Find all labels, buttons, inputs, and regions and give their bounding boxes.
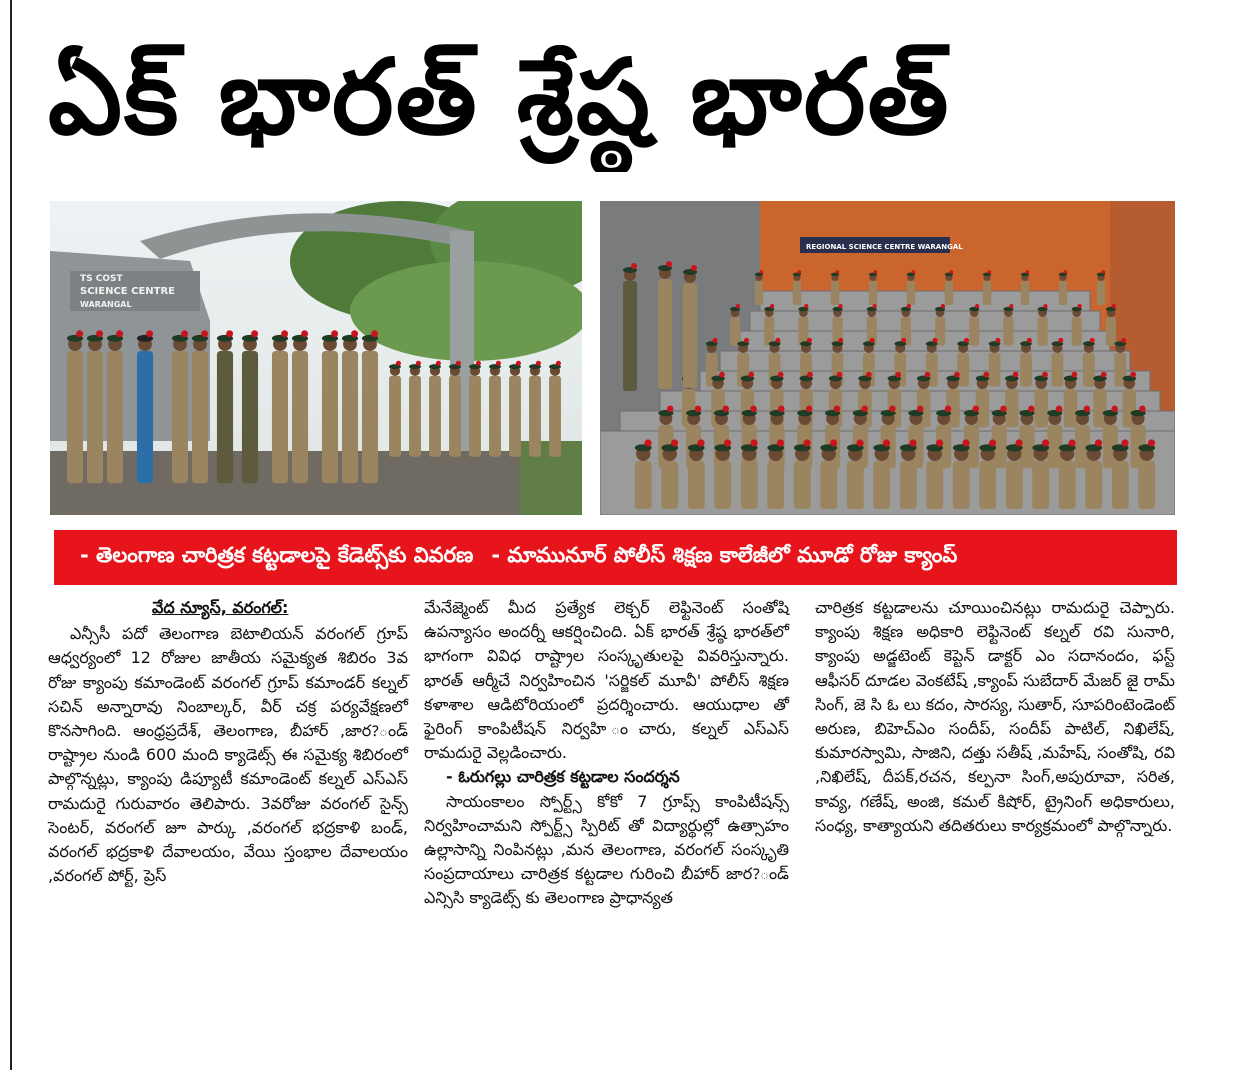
banner-item-1: - తెలంగాణ చారిత్రక కట్టడాలపై కేడెట్స్‌కు వివరణ [80,542,474,567]
cadet-figure [1047,406,1062,469]
cadet-figure [623,263,637,391]
cadet-figure [953,439,970,509]
cadet-figure [979,439,996,509]
banner-item-2: - మామునూర్ పోలీస్ శిక్షణ కాలేజీలో మూడో రోజు క్యాంప్ [491,542,958,567]
cadet-figure [362,330,378,483]
column-2-text: మేనేజ్మెంట్ మీద ప్రత్యేక లెక్చర్ లెఫ్టినెంట్ సంతోషి ఉపన్యాసం అందర్నీ ఆకర్షించింది. ఏక్ భారత్ శ్రేష్ఠ భారత్‌లో భాగంగా వివిధ రాష్ట్రాల సంస్కృతులపై వివరిస్తున్నారు. భారత్ ఆర్మీచే నిర్వహించిన 'సర్జికల్ మూవీ' పోలీస్ శిక్షణ కళాశాల ఆడిటోరియంలో ప్రదర్శించారు. ఆయుధాల తో ఫైరింగ్ కాంపిటీషన్ నిర్వహి ంచారు, కల్నల్ ఎస్ఎస్ రామదురై వెల్లడించారు. [424,598,789,763]
cadet-figure [1005,372,1018,428]
article-column-1 [48,596,408,888]
cadet-figure [1059,439,1076,509]
building-sign: REGIONAL SCIENCE CENTRE WARANGAL [806,243,963,251]
cadet-figure [945,270,953,305]
subheading-banner [54,530,1177,585]
cadet-figure [292,330,308,483]
cadet-figure [67,330,83,483]
cadet-figure [764,304,774,346]
cadet-figure [1097,270,1105,305]
headline: ఏక్ భారత్ శ్రేష్ఠ భారత్ [48,36,951,158]
cadet-figure [1075,406,1090,469]
cadet-figure [1003,304,1013,346]
article-column-3 [815,596,1175,838]
cadet-figure [1021,270,1029,305]
cadet-figure [714,439,731,509]
gate-sign-line3: WARANGAL [80,300,132,309]
page-border-rule [10,0,12,1070]
cadet-figure [741,439,758,509]
cadet-figure [1034,372,1047,428]
cadet-figure [755,270,763,305]
gate-sign-line1: TS COST [80,274,123,284]
cadet-figure [1020,338,1032,387]
cadet-figure [1006,439,1023,509]
byline: వేద న్యూస్, వరంగల్: [152,598,289,617]
cadet-figure [1112,439,1129,509]
cadet-figure [847,439,864,509]
cadet-figure [172,330,188,483]
column-1-text: ఎన్సీసీ పదో తెలంగాణ బెటాలియన్ వరంగల్ గ్రూప్ ఆధ్వర్యంలో 12 రోజుల జాతీయ సమైక్యత శిబిరం 3వ రోజు క్యాంపు కమాండెంట్ వరంగల్ గ్రూప్ కమాండర్ కల్నల్ సచిన్ అన్నారావు నింబాల్కర్, వీర్ చక్ర పర్యవేక్షణలో కొనసాగింది. ఆంధ్రప్రదేశ్, తెలంగాణ, బీహార్ ,జార?ండ్ రాష్ట్రాల నుండి 600 మంది క్యాడెట్స్ ఈ సమైక్య శిబిరంలో పాల్గొన్నట్లు, క్యాంపు డిప్యూటీ కమాండెంట్ కల్నల్ ఎస్ఎస్ రామదురై గురువారం తెలిపారు. 3వరోజు వరంగల్ సైన్స్ సెంటర్, వరంగల్ జూ పార్కు ,వరంగల్ భద్రకాళి బండ్, వరంగల్ భద్రకాళి దేవాలయం, వేయి స్తంభాల దేవాలయం ,వరంగల్ పోర్ట్, ప్రెస్ [48,624,408,886]
cadet-figure [635,439,652,509]
column-2-subheading: - ఓరుగల్లు చారిత్రక కట్టడాల సందర్శన [446,767,680,787]
cadet-figure [87,330,103,483]
cadet-figure [1038,304,1048,346]
cadet-figure [730,304,740,346]
cadet-figure [1064,372,1077,428]
cadet-figure [900,439,917,509]
cadet-figure [869,270,877,305]
cadet-figure [661,439,678,509]
gate-sign-line2: SCIENCE CENTRE [80,286,176,297]
cadet-figure [272,330,288,483]
cadet-figure [820,439,837,509]
cadet-figure [1052,338,1064,387]
cadet-figure [1106,304,1116,346]
cadet-figure [342,330,358,483]
cadet-figure [1019,406,1034,469]
cadet-figure [683,265,697,388]
cadet-figure [1138,439,1155,509]
cadet-figure [873,439,890,509]
article-column-2 [424,596,789,911]
cadet-figure [322,330,338,483]
cadet-figure [217,330,233,483]
cadet-figure [907,270,915,305]
cadet-figure [992,406,1007,469]
photo-group-on-steps [600,201,1175,515]
column-3-text: చారిత్రక కట్టడాలను చూయించినట్లు రామదురై చెప్పారు. క్యాంపు శిక్షణ అధికారి లెఫ్టినెంట్ కల్నల్ రవి సునారి, క్యాంపు అడ్జటెంట్ కెప్టెన్ డాక్టర్ ఎం సదానందం, ఫస్ట్ ఆఫీసర్ దూడల వెంకటేష్ ,క్యాంప్ సుబేదార్ మేజర్ జై రామ్ సింగ్, జె సి ఓ లు కదం, సారస్య, సుతార్, సూపరింటెండెంట్ అరుణ, బిహెచ్ఎం సందీప్, సందీప్ పాటిల్, నిఖిలేష్, కుమారస్వామి, సాజిని, దత్తు సతీష్ ,మహేష్, సంతోషి, రవి ,నిఖిలేష్, దీపక్,రచన, కల్పనా సింగ్,అపురూవా, సరిత, కావ్య, గణేష్, అంజి, కమల్ కిషోర్, ట్రైనింగ్ అధికారులు, సంధ్య, కాత్యాయని తదితరులు కార్యక్రమంలో పాల్గొన్నారు. [815,598,1176,835]
cadet-figure [658,261,672,389]
cadet-figure [798,304,808,346]
cadet-figure [767,439,784,509]
cadet-figure [793,270,801,305]
photo-science-centre-gate [50,201,582,515]
cadet-figure [794,439,811,509]
cadet-figure [1085,439,1102,509]
cadet-figure [1032,439,1049,509]
cadet-figure [137,330,153,483]
cadet-figure [1059,270,1067,305]
column-2-text-b: సాయంకాలం స్పోర్ట్స్ కోకో 7 గ్రూప్స్ కాంపిటీషన్స్ నిర్వహించామని స్పోర్ట్స్ స్పిరిట్ తో విద్యార్థుల్లో ఉత్సాహం ఉల్లాసాన్ని నింపినట్లు ,మన తెలంగాణ, వరంగల్ సంస్కృతి సంప్రదాయాలు చారిత్రక కట్టడాల గురించి బీహార్ జార?ండ్ ఎన్సిసి క్యాడెట్స్ కు తెలంగాణ ప్రాధాన్యత [424,791,789,908]
cadet-figure [989,338,1001,387]
cadet-figure [192,330,208,483]
cadet-figure [926,439,943,509]
cadet-figure [688,439,705,509]
cadet-figure [242,330,258,483]
cadet-figure [1072,304,1082,346]
cadet-figure [983,270,991,305]
cadet-figure [107,330,123,483]
cadet-figure [1083,338,1095,387]
cadet-figure [969,304,979,346]
cadet-figure [831,270,839,305]
